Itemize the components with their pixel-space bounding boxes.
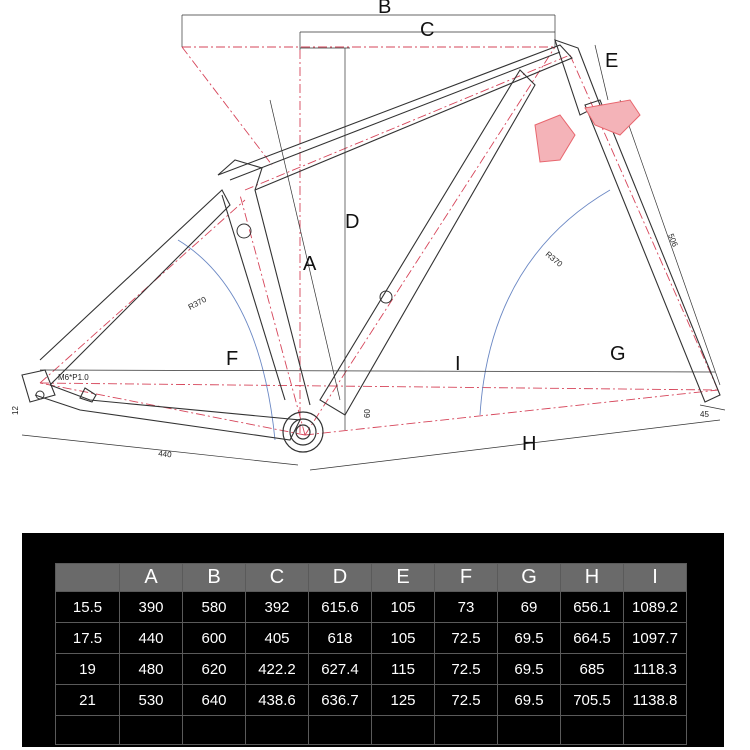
table-cell bbox=[246, 716, 309, 745]
table-header-cell: C bbox=[246, 564, 309, 592]
table-cell bbox=[561, 716, 624, 745]
dim-label-e: E bbox=[605, 50, 619, 72]
table-cell: 1138.8 bbox=[624, 685, 687, 716]
chainstay-length-label: 440 bbox=[157, 449, 173, 460]
dim-label-f: F bbox=[226, 348, 239, 370]
table-header-cell bbox=[56, 564, 120, 592]
table-cell: 580 bbox=[183, 592, 246, 623]
table-header-cell: H bbox=[561, 564, 624, 592]
table-cell: 392 bbox=[246, 592, 309, 623]
table-cell: 615.6 bbox=[309, 592, 372, 623]
dim-label-h: H bbox=[522, 433, 537, 455]
table-cell bbox=[624, 716, 687, 745]
dim-label-d: D bbox=[345, 211, 360, 233]
table-cell: 17.5 bbox=[56, 623, 120, 654]
bb-drop-label: 60 bbox=[363, 409, 372, 418]
dropout-thread-label: M6*P1.0 bbox=[58, 373, 89, 382]
table-cell bbox=[120, 716, 183, 745]
table-cell bbox=[183, 716, 246, 745]
radius-label-right: R370 bbox=[543, 249, 565, 269]
table-cell: 21 bbox=[56, 685, 120, 716]
table-cell: 530 bbox=[120, 685, 183, 716]
table-cell: 685 bbox=[561, 654, 624, 685]
geometry-table bbox=[55, 563, 687, 745]
head-tube-length-label: 506 bbox=[666, 232, 680, 249]
table-cell: 627.4 bbox=[309, 654, 372, 685]
table-cell: 72.5 bbox=[435, 623, 498, 654]
table-header-cell: G bbox=[498, 564, 561, 592]
table-cell bbox=[435, 716, 498, 745]
table-cell: 69 bbox=[498, 592, 561, 623]
table-cell bbox=[309, 716, 372, 745]
radius-arcs bbox=[178, 190, 610, 440]
table-cell: 480 bbox=[120, 654, 183, 685]
table-cell: 1118.3 bbox=[624, 654, 687, 685]
table-row bbox=[56, 685, 687, 716]
table-row bbox=[56, 623, 687, 654]
dim-label-c: C bbox=[420, 19, 435, 41]
table-header-cell: F bbox=[435, 564, 498, 592]
table-cell: 69.5 bbox=[498, 685, 561, 716]
table-header-row bbox=[56, 564, 687, 592]
table-cell: 705.5 bbox=[561, 685, 624, 716]
table-cell: 600 bbox=[183, 623, 246, 654]
bottom-bracket bbox=[283, 412, 323, 452]
table-cell: 15.5 bbox=[56, 592, 120, 623]
table-cell: 115 bbox=[372, 654, 435, 685]
table-cell: 105 bbox=[372, 592, 435, 623]
dim-label-a: A bbox=[303, 253, 317, 275]
bosses bbox=[36, 224, 392, 399]
table-header-cell: E bbox=[372, 564, 435, 592]
table-cell: 69.5 bbox=[498, 623, 561, 654]
table-cell: 1097.7 bbox=[624, 623, 687, 654]
dim-label-g: G bbox=[610, 343, 626, 365]
table-row bbox=[56, 654, 687, 685]
table-cell: 618 bbox=[309, 623, 372, 654]
dim-label-i: I bbox=[455, 353, 461, 375]
table-header-cell: B bbox=[183, 564, 246, 592]
geometry-table-panel bbox=[22, 533, 724, 747]
table-header-cell: I bbox=[624, 564, 687, 592]
table-cell: 73 bbox=[435, 592, 498, 623]
table-cell: 72.5 bbox=[435, 685, 498, 716]
table-cell: 105 bbox=[372, 623, 435, 654]
radius-label-left: R370 bbox=[186, 294, 208, 312]
table-cell: 440 bbox=[120, 623, 183, 654]
table-cell: 19 bbox=[56, 654, 120, 685]
table-header-cell: A bbox=[120, 564, 183, 592]
table-header-cell: D bbox=[309, 564, 372, 592]
table-cell: 422.2 bbox=[246, 654, 309, 685]
table-row bbox=[56, 592, 687, 623]
dropout-offset-label: 45 bbox=[700, 410, 709, 419]
table-cell: 125 bbox=[372, 685, 435, 716]
table-cell: 656.1 bbox=[561, 592, 624, 623]
table-cell: 390 bbox=[120, 592, 183, 623]
frame-tubes bbox=[22, 15, 725, 470]
table-cell bbox=[56, 716, 120, 745]
table-cell: 1089.2 bbox=[624, 592, 687, 623]
seatpost-clamp bbox=[535, 100, 640, 162]
table-cell: 620 bbox=[183, 654, 246, 685]
rear-small-label: 12 bbox=[11, 406, 20, 415]
table-row-empty bbox=[56, 716, 687, 745]
table-cell: 438.6 bbox=[246, 685, 309, 716]
table-cell bbox=[372, 716, 435, 745]
table-cell: 636.7 bbox=[309, 685, 372, 716]
table-cell: 405 bbox=[246, 623, 309, 654]
table-cell: 640 bbox=[183, 685, 246, 716]
dim-label-b: B bbox=[378, 0, 392, 18]
table-cell bbox=[498, 716, 561, 745]
table-cell: 69.5 bbox=[498, 654, 561, 685]
table-cell: 664.5 bbox=[561, 623, 624, 654]
table-cell: 72.5 bbox=[435, 654, 498, 685]
